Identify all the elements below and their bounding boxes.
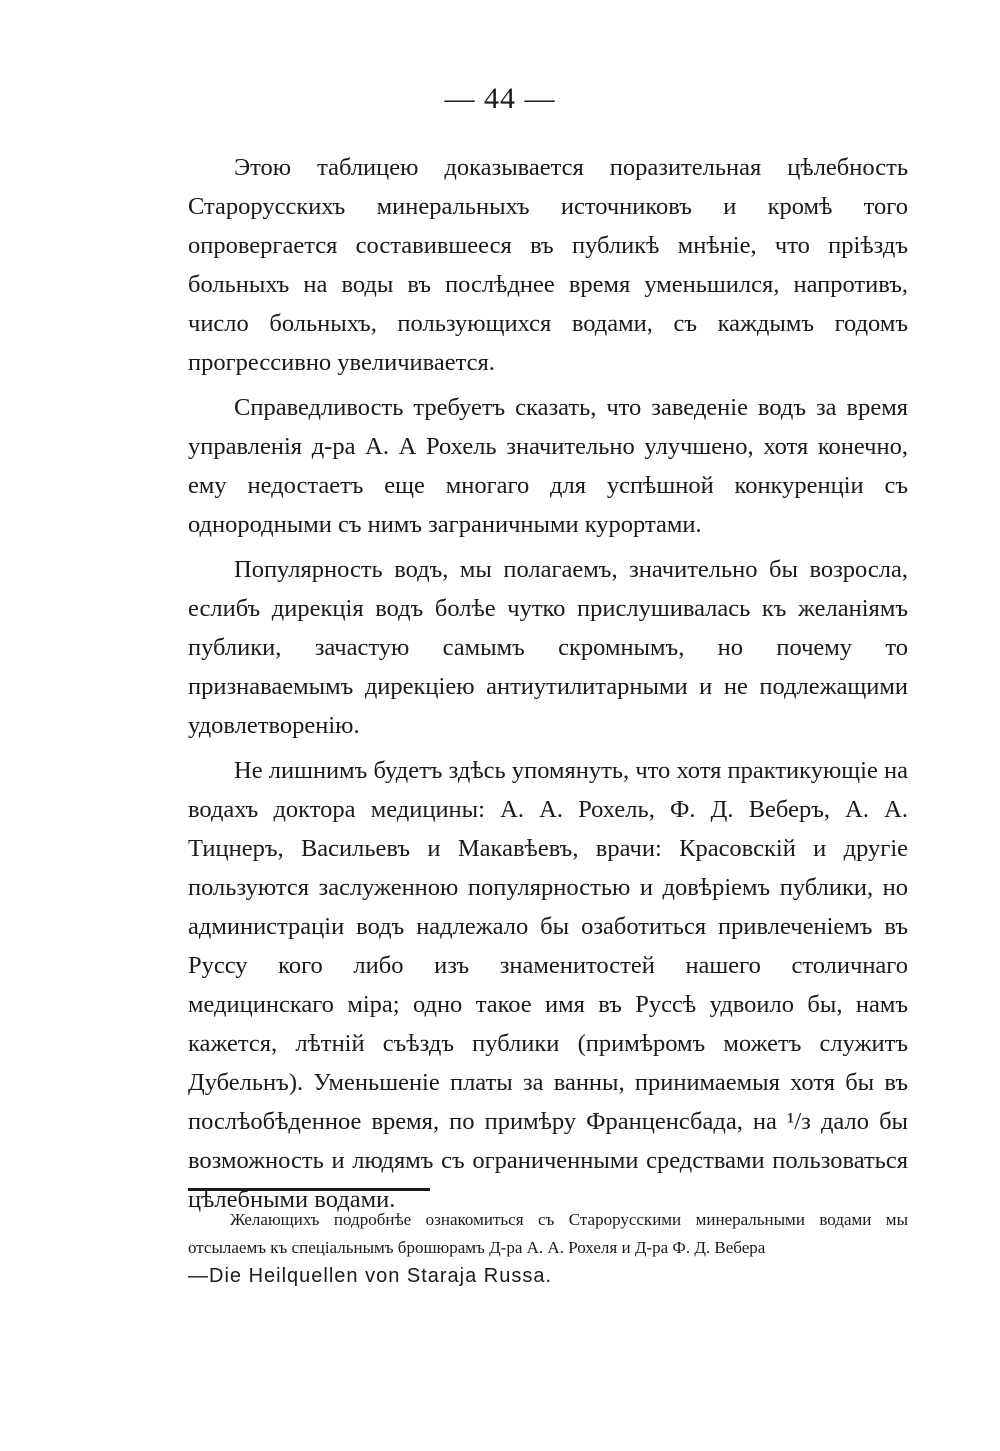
footnote-title: —Die Heilquellen von Staraja Russa. (188, 1265, 553, 1287)
footnote-rule (188, 1188, 430, 1191)
paragraph-2: Справедливость требуетъ сказать, что заведеніе водъ за время управленія д-ра А. А Рохель значительно улучшено, хотя конечно, ему недостаетъ еще многаго для успѣшной конкуренціи съ однородными съ нимъ заграничными курортами. (188, 394, 908, 538)
page-number: — 44 — (444, 82, 556, 115)
paragraph-3: Популярность водъ, мы полагаемъ, значительно бы возросла, еслибъ дирекція водъ болѣе чутко прислушивалась къ желаніямъ публики, зачастую самымъ скромнымъ, но почему то признаваемымъ дирекціею антиутилитарными и не подлежащими удовлетворенію. (188, 556, 908, 739)
footnote-text: Желающихъ подробнѣе ознакомиться съ Старорусскими минеральными водами мы отсылаемъ къ спеціальнымъ брошюрамъ Д-ра А. А. Рохеля и Д-ра Ф. Д. Вебера (188, 1210, 908, 1257)
paragraph-1: Этою таблицею доказывается поразительная цѣлебность Старорусскихъ минеральныхъ источниковъ и кромѣ того опровергается составившееся въ публикѣ мнѣніе, что пріѣздъ больныхъ на воды въ послѣднее время уменьшился, напротивъ, число больныхъ, пользующихся водами, съ каждымъ годомъ прогрессивно увеличивается. (188, 154, 908, 376)
body-text (188, 148, 908, 1225)
footnote (188, 1206, 908, 1291)
paragraph-4: Не лишнимъ будетъ здѣсь упомянуть, что хотя практикующіе на водахъ доктора медицины: А. А. Рохель, Ф. Д. Веберъ, А. А. Тицнеръ, Васильевъ и Макавѣевъ, врачи: Красовскій и другіе пользуются заслуженною популярностью и довѣріемъ публики, но администраціи водъ надлежало бы озаботиться привлеченіемъ въ Руссу кого либо изъ знаменитостей нашего столичнаго медицинскаго міра; одно такое имя въ Руссѣ удвоило бы, намъ кажется, лѣтній съѣздъ публики (примѣромъ можетъ служитъ Дубельнъ). Уменьшеніе платы за ванны, принимаемыя хотя бы въ послѣобѣденное время, по примѣру Франценсбада, на ¹/з дало бы возможность и людямъ съ ограниченными средствами пользоваться цѣлебными водами. (188, 757, 908, 1213)
